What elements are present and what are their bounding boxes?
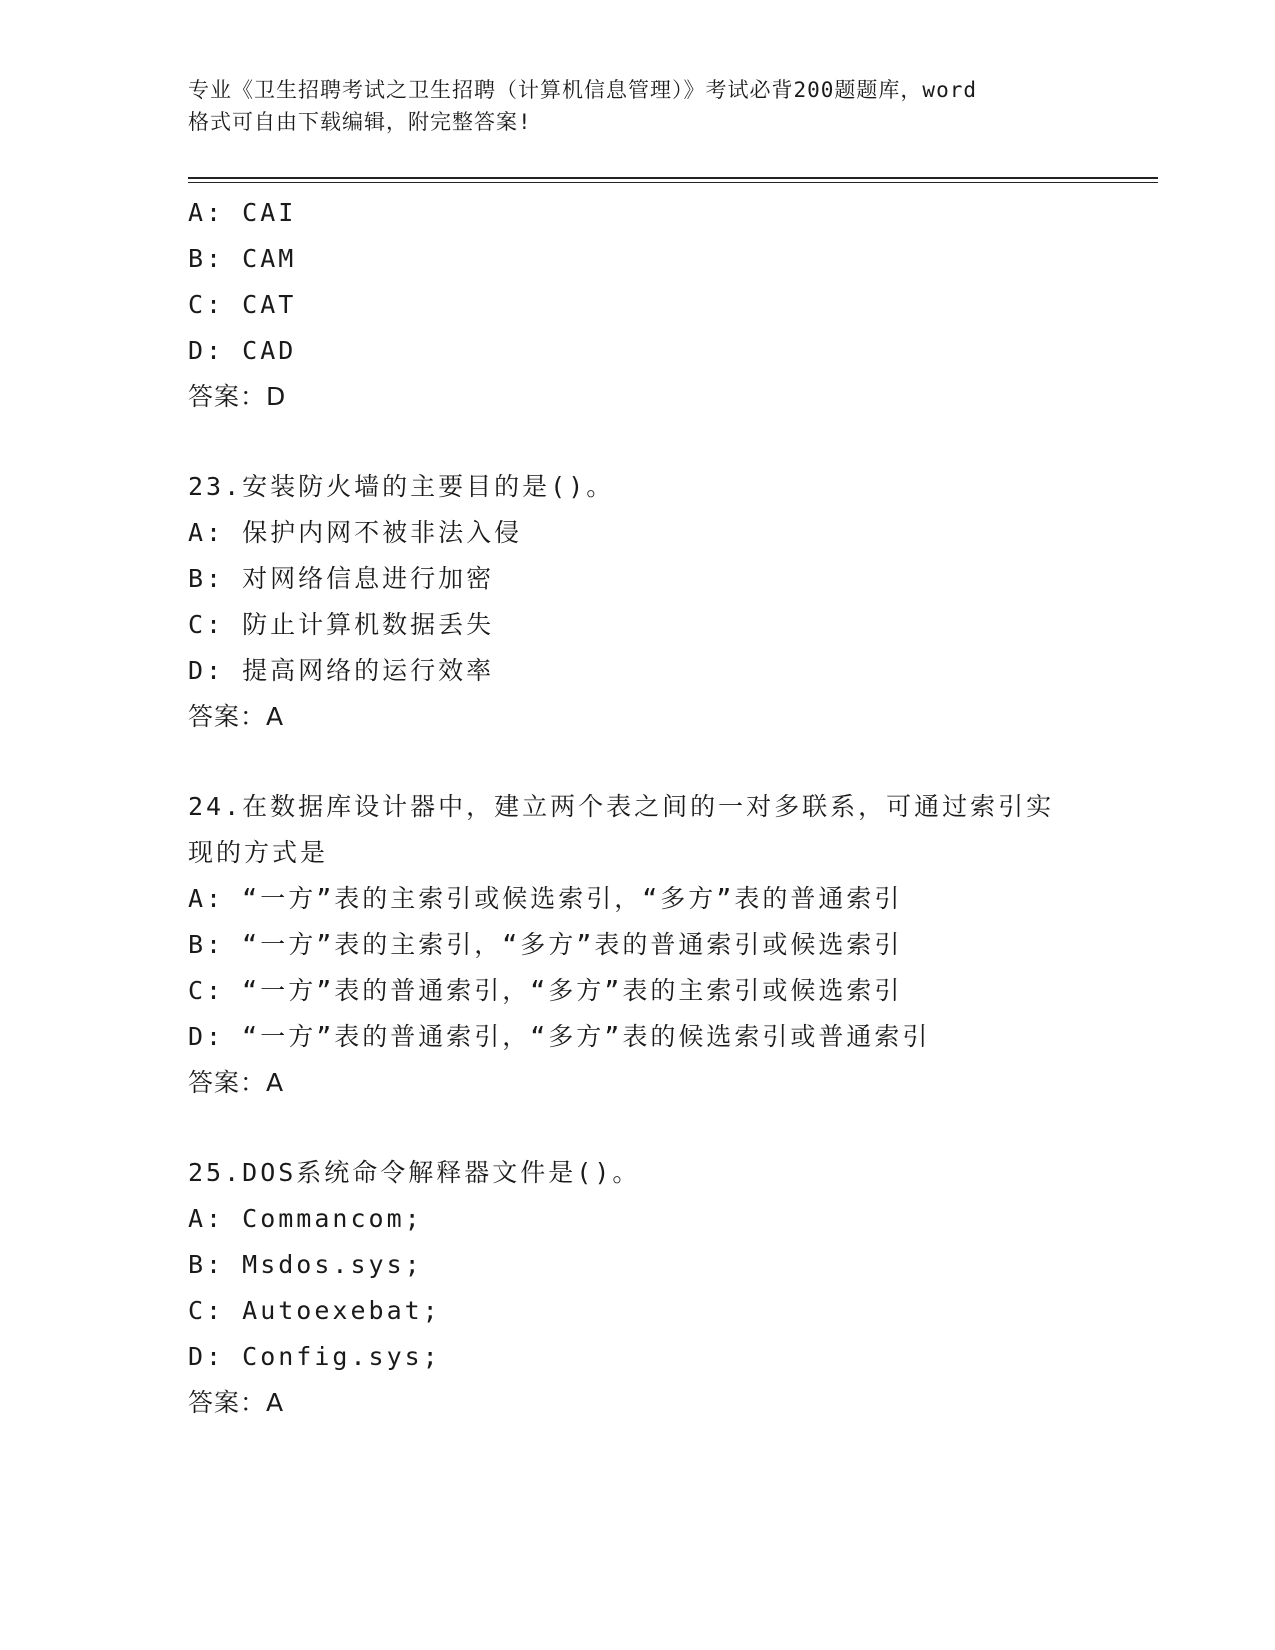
spacer (188, 420, 1158, 464)
question-block-25 (188, 1150, 1158, 1426)
question-block-23 (188, 464, 1158, 740)
option-c: C: 防止计算机数据丢失 (188, 610, 495, 639)
question-list (188, 190, 1158, 1426)
question-text: 23.安装防火墙的主要目的是()。 (188, 472, 615, 501)
option-b: B: Msdos.sys; (188, 1250, 423, 1279)
option-b: B: “一方”表的主索引，“多方”表的普通索引或候选索引 (188, 930, 903, 959)
question-text: 25.DOS系统命令解释器文件是()。 (188, 1158, 641, 1187)
answer-line: 答案：A (188, 702, 285, 731)
answer-line: 答案：D (188, 382, 287, 411)
option-b: B: 对网络信息进行加密 (188, 564, 495, 593)
option-a: A: Commancom; (188, 1204, 423, 1233)
option-d: D: Config.sys; (188, 1342, 441, 1371)
option-c: C: “一方”表的普通索引，“多方”表的主索引或候选索引 (188, 976, 903, 1005)
answer-line: 答案：A (188, 1388, 285, 1417)
header-divider-thin (188, 182, 1158, 183)
option-d: D: 提高网络的运行效率 (188, 656, 495, 685)
option-c: C: CAT (188, 290, 297, 319)
question-text-line-1: 24.在数据库设计器中，建立两个表之间的一对多联系，可通过索引实 (188, 792, 1055, 821)
option-c: C: Autoexebat; (188, 1296, 441, 1325)
option-d: D: CAD (188, 336, 297, 365)
header-line-1: 专业《卫生招聘考试之卫生招聘（计算机信息管理）》考试必背200题题库，word (188, 78, 977, 102)
document-header (188, 74, 1088, 138)
option-b: B: CAM (188, 244, 297, 273)
question-block-22 (188, 190, 1158, 420)
option-a: A: 保护内网不被非法入侵 (188, 518, 523, 547)
spacer (188, 740, 1158, 784)
answer-line: 答案：A (188, 1068, 285, 1097)
question-block-24 (188, 784, 1158, 1106)
option-a: A: CAI (188, 198, 297, 227)
option-d: D: “一方”表的普通索引，“多方”表的候选索引或普通索引 (188, 1022, 931, 1051)
spacer (188, 1106, 1158, 1150)
question-text-line-2: 现的方式是 (188, 838, 329, 867)
header-divider-thick (188, 177, 1158, 179)
option-a: A: “一方”表的主索引或候选索引，“多方”表的普通索引 (188, 884, 903, 913)
header-line-2: 格式可自由下载编辑，附完整答案! (188, 110, 532, 134)
